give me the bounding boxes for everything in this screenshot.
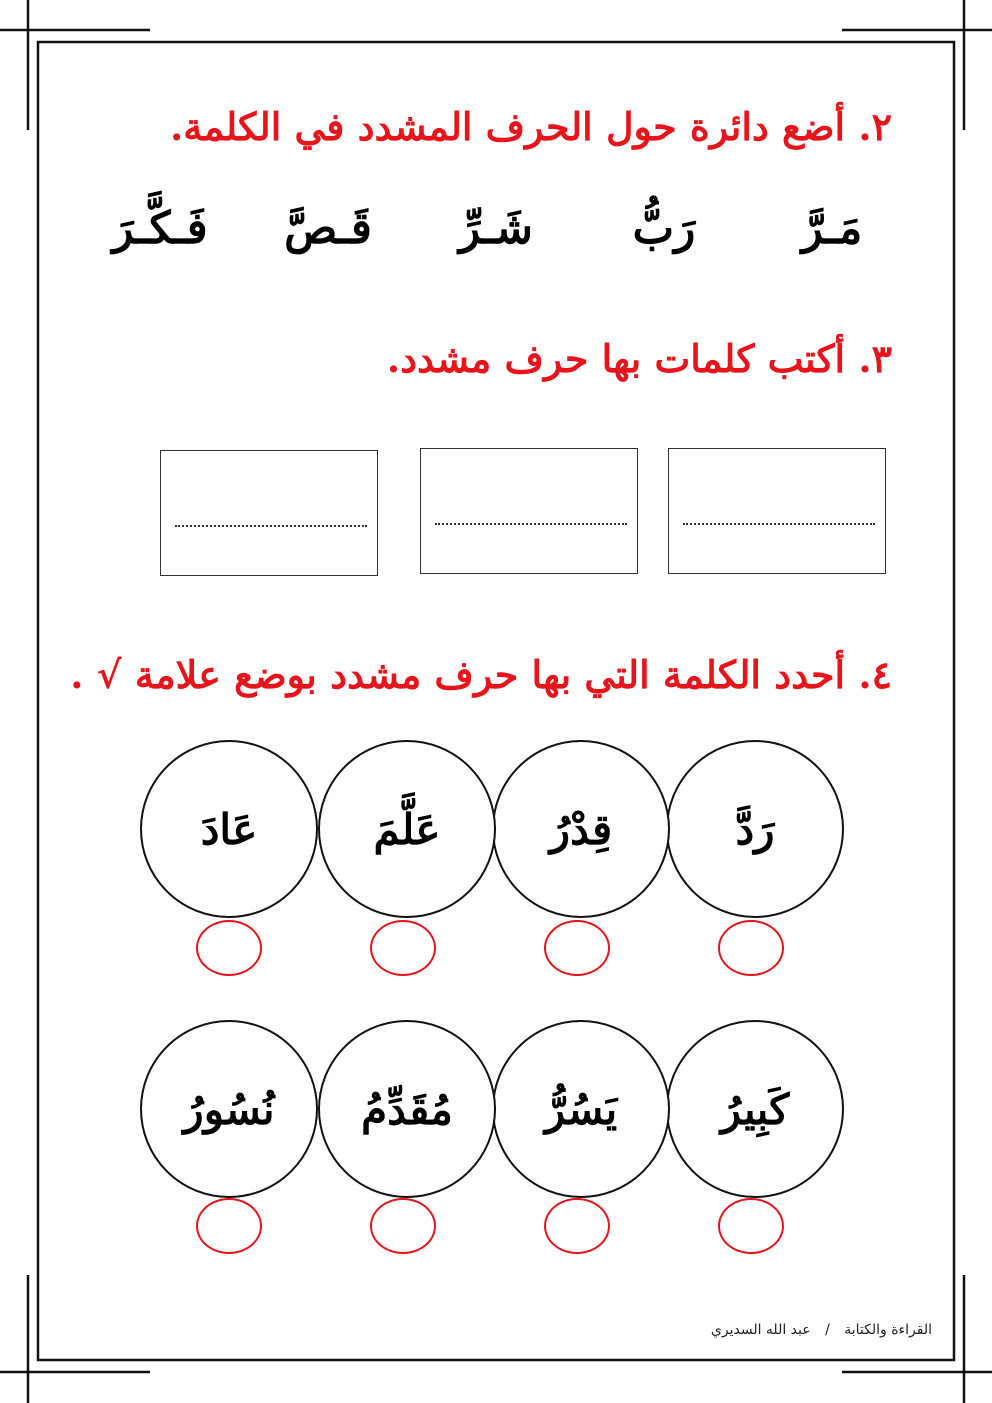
- check-circle[interactable]: [718, 1198, 784, 1254]
- answer-box-1[interactable]: [668, 448, 886, 574]
- footer-credit: [711, 1322, 932, 1338]
- word-bubble: [318, 740, 496, 918]
- footer-separator: /: [825, 1322, 830, 1338]
- bubble-word: رَدَّ: [735, 804, 775, 854]
- check-circle[interactable]: [544, 1198, 610, 1254]
- word-bubble-row-1: [140, 740, 845, 920]
- footer-subject: القراءة والكتابة: [844, 1322, 932, 1338]
- word-bubble: [318, 1020, 496, 1198]
- word-bubble: [140, 740, 318, 918]
- word-bubble: [666, 740, 844, 918]
- question-2-title: ٢. أضع دائرة حول الحرف المشدد في الكلمة.: [170, 104, 892, 149]
- bubble-word: نُسُورُ: [183, 1084, 275, 1134]
- check-circle[interactable]: [370, 1198, 436, 1254]
- word-bubble: [666, 1020, 844, 1198]
- check-circle[interactable]: [370, 920, 436, 976]
- bubble-word: يَسُرُّ: [544, 1084, 618, 1134]
- question-2-word-list: [100, 188, 892, 268]
- word-bubble: [492, 1020, 670, 1198]
- footer-author: عبد الله السديري: [710, 1322, 811, 1338]
- q2-word[interactable]: مَـرَّ: [801, 202, 863, 254]
- q2-word[interactable]: رَبُّ: [632, 202, 696, 254]
- word-bubble-row-2: [140, 1020, 845, 1200]
- check-circle[interactable]: [196, 1198, 262, 1254]
- question-4-title: ٤. أحدد الكلمة التي بها حرف مشدد بوضع علامة √ .: [70, 652, 892, 697]
- answer-box-2[interactable]: [420, 448, 638, 574]
- word-bubble: [492, 740, 670, 918]
- bubble-word: مُقَدِّمُ: [361, 1084, 453, 1134]
- check-circle[interactable]: [718, 920, 784, 976]
- answer-line: [683, 523, 875, 525]
- q2-word[interactable]: شَـرِّ: [458, 202, 534, 254]
- word-bubble: [140, 1020, 318, 1198]
- bubble-word: كَبِيرُ: [720, 1084, 790, 1134]
- bubble-word: عَلَّمَ: [373, 804, 441, 854]
- bubble-word: عَادَ: [200, 804, 258, 854]
- q2-word[interactable]: فَـكَّـرَ: [112, 202, 208, 254]
- check-circle[interactable]: [544, 920, 610, 976]
- answer-box-3[interactable]: [160, 450, 378, 576]
- check-circle[interactable]: [196, 920, 262, 976]
- answer-line: [435, 523, 627, 525]
- q2-word[interactable]: قَـصَّ: [284, 202, 372, 254]
- answer-line: [175, 525, 367, 527]
- bubble-word: قِدْرُ: [549, 804, 613, 854]
- question-3-title: ٣. أكتب كلمات بها حرف مشدد.: [386, 336, 892, 381]
